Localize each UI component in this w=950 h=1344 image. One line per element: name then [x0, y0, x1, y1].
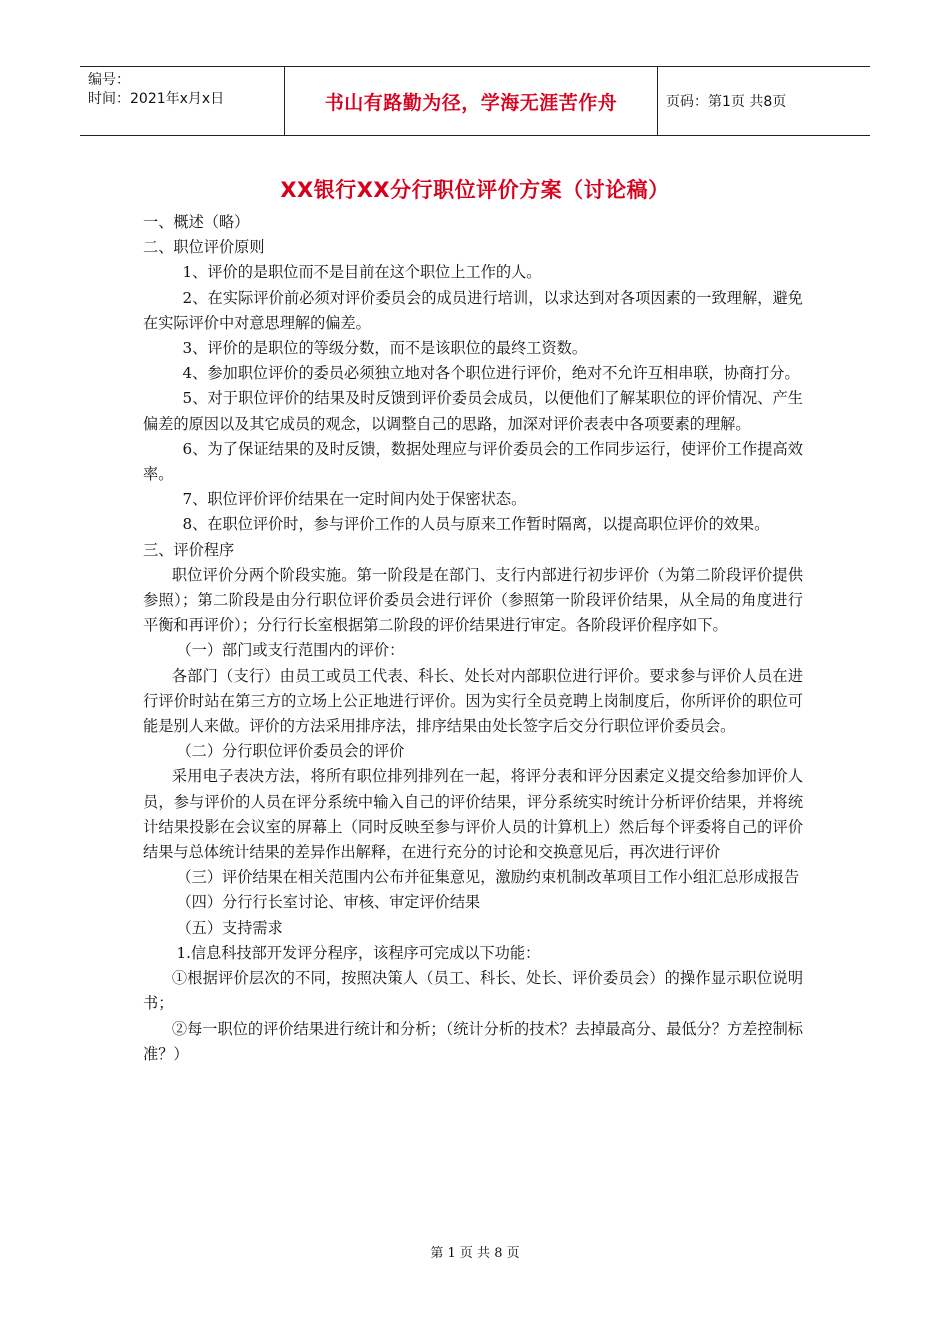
body-paragraph: （五）支持需求: [176, 918, 283, 937]
page-footer: 第 1 页 共 8 页: [430, 1246, 520, 1261]
body-paragraph: 4、参加职位评价的委员必须独立地对各个职位进行评价，绝对不允许互相串联，协商打分。: [182, 364, 800, 383]
header-table: [80, 66, 870, 136]
document-date-label: 时间：2021年x月x日: [88, 91, 225, 107]
header-meta-cell: [80, 67, 285, 136]
document-number-label: 编号：: [88, 72, 130, 88]
body-paragraph: （二）分行职位评价委员会的评价: [176, 742, 405, 761]
body-paragraph: 1、评价的是职位而不是目前在这个职位上工作的人。: [182, 263, 542, 282]
body-paragraph: 1.信息科技部开发评分程序，该程序可完成以下功能：: [176, 943, 541, 962]
document-title: XX银行XX分行职位评价方案（讨论稿）: [280, 178, 670, 202]
body-paragraph: 8、在职位评价时，参与评价工作的人员与原来工作暂时隔离，以提高职位评价的效果。: [182, 515, 770, 534]
header-motto: 书山有路勤为径，学海无涯苦作舟: [324, 91, 618, 114]
document-body: [143, 210, 803, 1067]
body-paragraph: （四）分行行长室讨论、审核、审定评价结果: [176, 893, 481, 912]
body-paragraph: ①根据评价层次的不同，按照决策人（员工、科长、处长、评价委员会）的操作显示职位说明书；: [143, 969, 803, 1013]
body-paragraph: 职位评价分两个阶段实施。第一阶段是在部门、支行内部进行初步评价（为第二阶段评价提供参照）；第二阶段是由分行职位评价委员会进行评价（参照第一阶段评价结果，从全局的角度进行平衡和再评价）；分行行长室根据第二阶段的评价结果进行审定。各阶段评价程序如下。: [143, 565, 803, 635]
body-paragraph: 7、职位评价评价结果在一定时间内处于保密状态。: [182, 490, 527, 509]
section-heading: 二、职位评价原则: [143, 238, 265, 257]
body-paragraph: 2、在实际评价前必须对评价委员会的成员进行培训，以求达到对各项因素的一致理解，避免在实际评价中对意思理解的偏差。: [143, 288, 803, 332]
section-heading: 一、概述（略）: [143, 213, 250, 231]
section-heading: 三、评价程序: [143, 540, 235, 559]
body-paragraph: 5、对于职位评价的结果及时反馈到评价委员会成员，以便他们了解某职位的评价情况、产生偏差的原因以及其它成员的观念，以调整自己的思路，加深对评价表表中各项要素的理解。: [143, 389, 803, 433]
header-page-info: 页码：第1页 共8页: [666, 94, 787, 110]
body-paragraph: 各部门（支行）由员工或员工代表、科长、处长对内部职位进行评价。要求参与评价人员在进行评价时站在第三方的立场上公正地进行评价。因为实行全员竞聘上岗制度后，你所评价的职位可能是别人来做。评价的方法采用排序法，排序结果由处长签字后交分行职位评价委员会。: [143, 666, 803, 736]
body-paragraph: （三）评价结果在相关范围内公布并征集意见，激励约束机制改革项目工作小组汇总形成报告: [176, 868, 800, 887]
header-motto-cell: [285, 67, 658, 136]
body-paragraph: （一）部门或支行范围内的评价：: [176, 641, 405, 660]
body-paragraph: 3、评价的是职位的等级分数，而不是该职位的最终工资数。: [182, 339, 588, 358]
body-paragraph: ②每一职位的评价结果进行统计和分析；（统计分析的技术？去掉最高分、最低分？方差控制标准？）: [143, 1019, 803, 1063]
header-page-cell: [658, 67, 871, 136]
body-paragraph: 采用电子表决方法，将所有职位排列排列在一起，将评分表和评分因素定义提交给参加评价人员，参与评价的人员在评分系统中输入自己的评价结果，评分系统实时统计分析评价结果，并将统计结果投影在会议室的屏幕上（同时反映至参与评价人员的计算机上）然后每个评委将自己的评价结果与总体统计结果的差异作出解释，在进行充分的讨论和交换意见后，再次进行评价: [143, 767, 803, 862]
body-paragraph: 6、为了保证结果的及时反馈，数据处理应与评价委员会的工作同步运行，使评价工作提高效率。: [143, 439, 803, 484]
